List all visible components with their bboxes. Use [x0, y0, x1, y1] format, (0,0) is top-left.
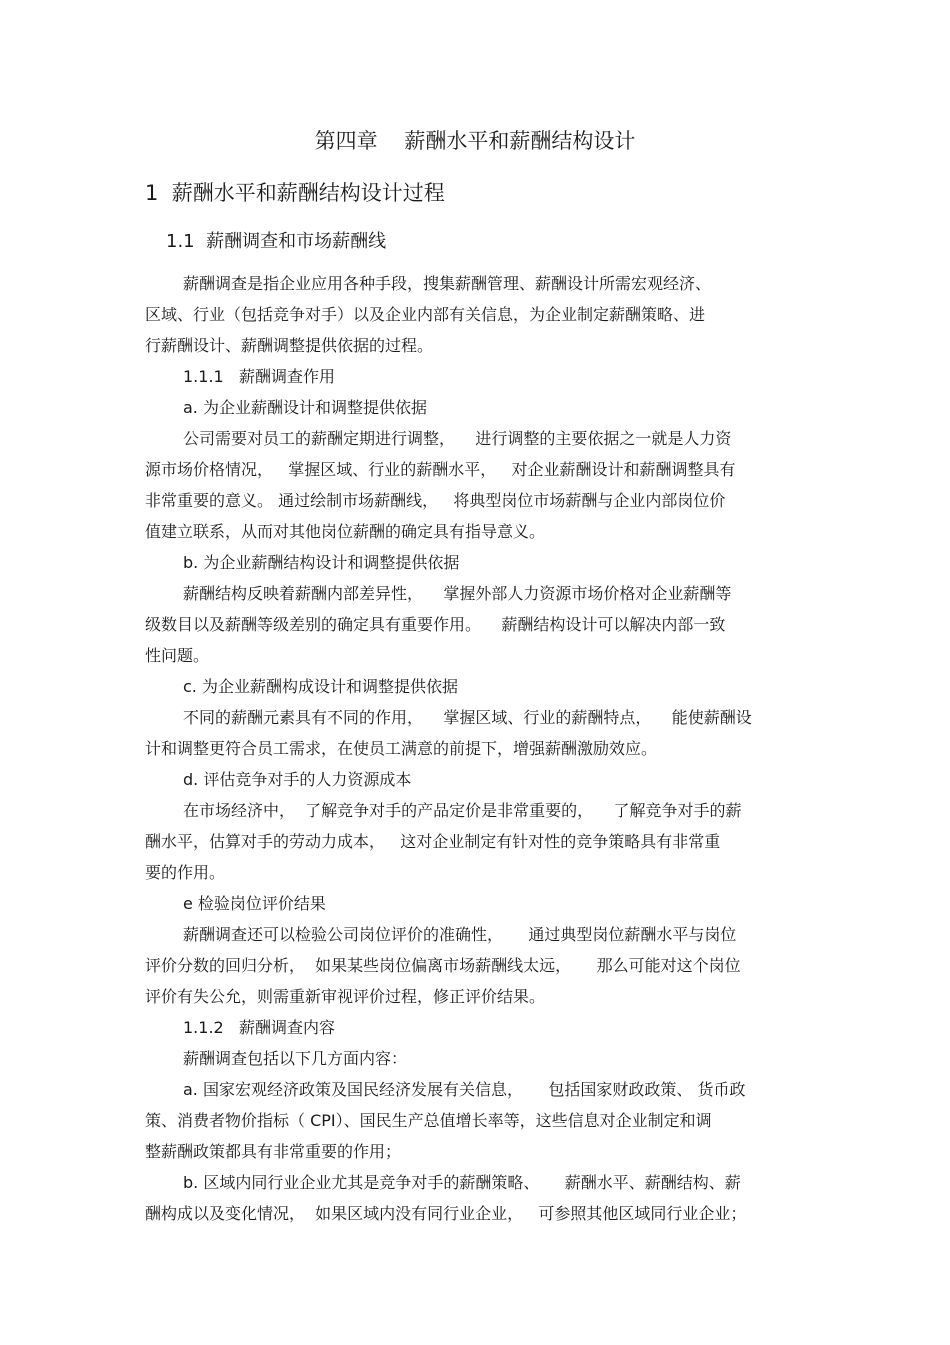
paragraph-line: 公司需要对员工的薪酬定期进行调整， 进行调整的主要依据之一就是人力资 — [183, 429, 732, 448]
item-heading-d: d. 评估竞争对手的人力资源成本 — [183, 770, 412, 789]
paragraph-line: 非常重要的意义。 通过绘制市场薪酬线， 将典型岗位市场薪酬与企业内部岗位价 — [145, 491, 726, 510]
paragraph-line: 薪酬调查是指企业应用各种手段，搜集薪酬管理、薪酬设计所需宏观经济、 — [183, 274, 712, 293]
section-heading-1-1: 1.1 薪酬调查和市场薪酬线 — [166, 231, 387, 252]
paragraph-line: 级数目以及薪酬等级差别的确定具有重要作用。 薪酬结构设计可以解决内部一致 — [145, 615, 726, 634]
item-heading-a: a. 为企业薪酬设计和调整提供依据 — [183, 398, 427, 417]
paragraph-line: 值建立联系，从而对其他岗位薪酬的确定具有指导意义。 — [145, 522, 546, 541]
paragraph-line: 策、消费者物价指标（ CPI）、国民生产总值增长率等，这些信息对企业制定和调 — [145, 1111, 712, 1130]
section-heading-1: 1 薪酬水平和薪酬结构设计过程 — [145, 181, 445, 205]
item-a: a. 国家宏观经济政策及国民经济发展有关信息， 包括国家财政政策、 货币政 — [183, 1080, 746, 1099]
paragraph-line: 不同的薪酬元素具有不同的作用， 掌握区域、行业的薪酬特点， 能使薪酬设 — [183, 708, 752, 727]
paragraph-line: 薪酬调查包括以下几方面内容： — [183, 1049, 408, 1068]
item-b: b. 区域内同行业企业尤其是竞争对手的薪酬策略、 薪酬水平、薪酬结构、薪 — [183, 1173, 741, 1192]
paragraph-line: 要的作用。 — [145, 863, 226, 882]
paragraph-line: 在市场经济中， 了解竞争对手的产品定价是非常重要的， 了解竞争对手的薪 — [183, 801, 742, 820]
paragraph-line: 行薪酬设计、薪酬调整提供依据的过程。 — [145, 336, 434, 355]
paragraph-line: 评价分数的回归分析， 如果某些岗位偏离市场薪酬线太远， 那么可能对这个岗位 — [145, 956, 741, 975]
item-heading-b: b. 为企业薪酬结构设计和调整提供依据 — [183, 553, 460, 572]
paragraph-line: 源市场价格情况， 掌握区域、行业的薪酬水平， 对企业薪酬设计和薪酬调整具有 — [145, 460, 736, 479]
paragraph-line: 整薪酬政策都具有非常重要的作用； — [145, 1142, 402, 1161]
paragraph-line: 酬水平，估算对手的劳动力成本， 这对企业制定有针对性的竞争策略具有非常重 — [145, 832, 721, 851]
chapter-title: 第四章 薪酬水平和薪酬结构设计 — [314, 129, 636, 153]
body-text — [145, 268, 815, 1229]
paragraph-line: 薪酬调查还可以检验公司岗位评价的准确性， 通过典型岗位薪酬水平与岗位 — [183, 925, 737, 944]
paragraph-line: 酬构成以及变化情况， 如果区域内没有同行业企业， 可参照其他区域同行业企业； — [145, 1204, 747, 1223]
subsection-heading-1-1-2: 1.1.2 薪酬调查内容 — [183, 1018, 335, 1037]
paragraph-line: 评价有失公允，则需重新审视评价过程，修正评价结果。 — [145, 987, 546, 1006]
paragraph-line: 薪酬结构反映着薪酬内部差异性， 掌握外部人力资源市场价格对企业薪酬等 — [183, 584, 732, 603]
item-heading-c: c. 为企业薪酬构成设计和调整提供依据 — [183, 677, 458, 696]
paragraph-line: 性问题。 — [145, 646, 210, 665]
subsection-heading-1-1-1: 1.1.1 薪酬调查作用 — [183, 367, 335, 386]
item-heading-e: e 检验岗位评价结果 — [183, 894, 326, 913]
paragraph-line: 计和调整更符合员工需求，在使员工满意的前提下，增强薪酬激励效应。 — [145, 739, 658, 758]
paragraph-line: 区域、行业（包括竞争对手）以及企业内部有关信息，为企业制定薪酬策略、进 — [145, 305, 706, 324]
